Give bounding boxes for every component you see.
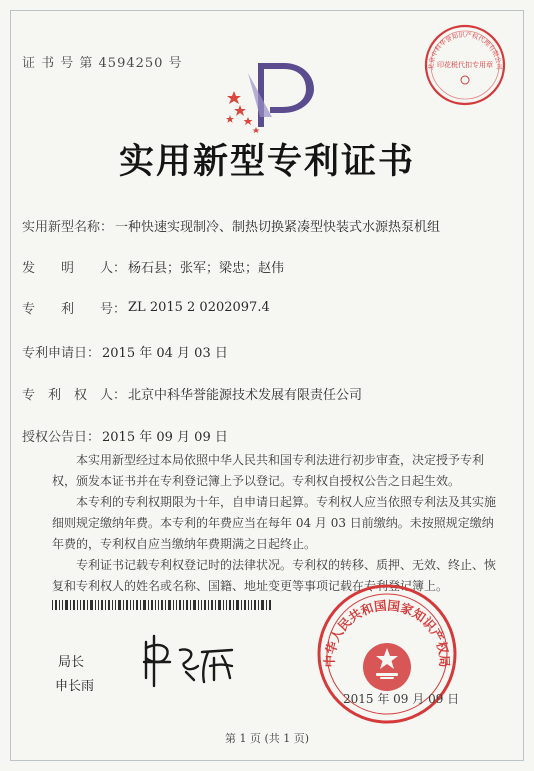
barcode (52, 600, 272, 610)
body-paragraph-3: 专利证书记载专利权登记时的法律状况。专利权的转移、质押、无效、终止、恢复和专利权人的姓名或名称、国籍、地址变更等事项记载在专利登记簿上。 (52, 558, 497, 593)
field-label: 专利申请日： (22, 345, 101, 361)
field-label: 发 明 人： (22, 260, 127, 276)
field-value: 2015 年 09 月 09 日 (102, 429, 228, 445)
patent-office-emblem-icon (226, 55, 316, 133)
certificate-title: 实用新型专利证书 (118, 141, 415, 182)
field-publication-date (22, 424, 512, 446)
field-value: 2015 年 04 月 03 日 (102, 345, 228, 361)
body-paragraph-1: 本实用新型经过本局依照中华人民共和国专利法进行初步审查，决定授予专利权，颁发本证书并在专利登记簿上予以登记。专利权自授权公告之日起生效。 (52, 453, 485, 488)
tax-stamp (423, 23, 507, 107)
field-value: ZL 2015 2 0202097.4 (128, 299, 270, 315)
field-label: 专 利 权 人： (22, 387, 127, 403)
field-utility-name (22, 214, 512, 236)
page-number: 第 1 页 (共 1 页) (224, 732, 310, 745)
field-filing-date (22, 340, 512, 362)
handwritten-signature (136, 632, 240, 688)
field-value: 杨石县；张军；梁忠；赵伟 (128, 260, 285, 276)
signatory-name: 申长雨 (55, 679, 95, 694)
field-inventor (22, 255, 512, 277)
field-value: 北京中科华誉能源技术发展有限责任公司 (128, 387, 363, 403)
field-patentee (22, 382, 512, 404)
seal-text: 中华人民共和国国家知识产权局 (321, 597, 453, 668)
tax-stamp-text: 北京中科华誉知识产权代理有限公司 (426, 30, 504, 71)
certificate-body (52, 450, 502, 597)
field-patent-number (22, 296, 512, 318)
tax-stamp-inner-text: 印花税代扣专用章 (437, 61, 493, 69)
seal-date: 2015 年 09 月 09 日 (343, 692, 460, 706)
field-label: 授权公告日： (22, 429, 101, 445)
signatory-title: 局长 (58, 655, 85, 670)
field-label: 实用新型名称： (22, 219, 114, 235)
field-value: 一种快速实现制冷、制热切换紧凑型快装式水源热泵机组 (115, 219, 441, 235)
certificate-number: 证 书 号 第 4594250 号 (22, 56, 183, 71)
body-paragraph-2: 本专利的专利权期限为十年，自申请日起算。专利权人应当依照专利法及其实施细则规定缴纳年费。本专利的年费应当在每年 04 月 03 日前缴纳。未按照规定缴纳年费的，专利权自应当缴纳年费期满之日起终止。 (52, 495, 497, 551)
field-label: 专 利 号： (22, 301, 127, 317)
